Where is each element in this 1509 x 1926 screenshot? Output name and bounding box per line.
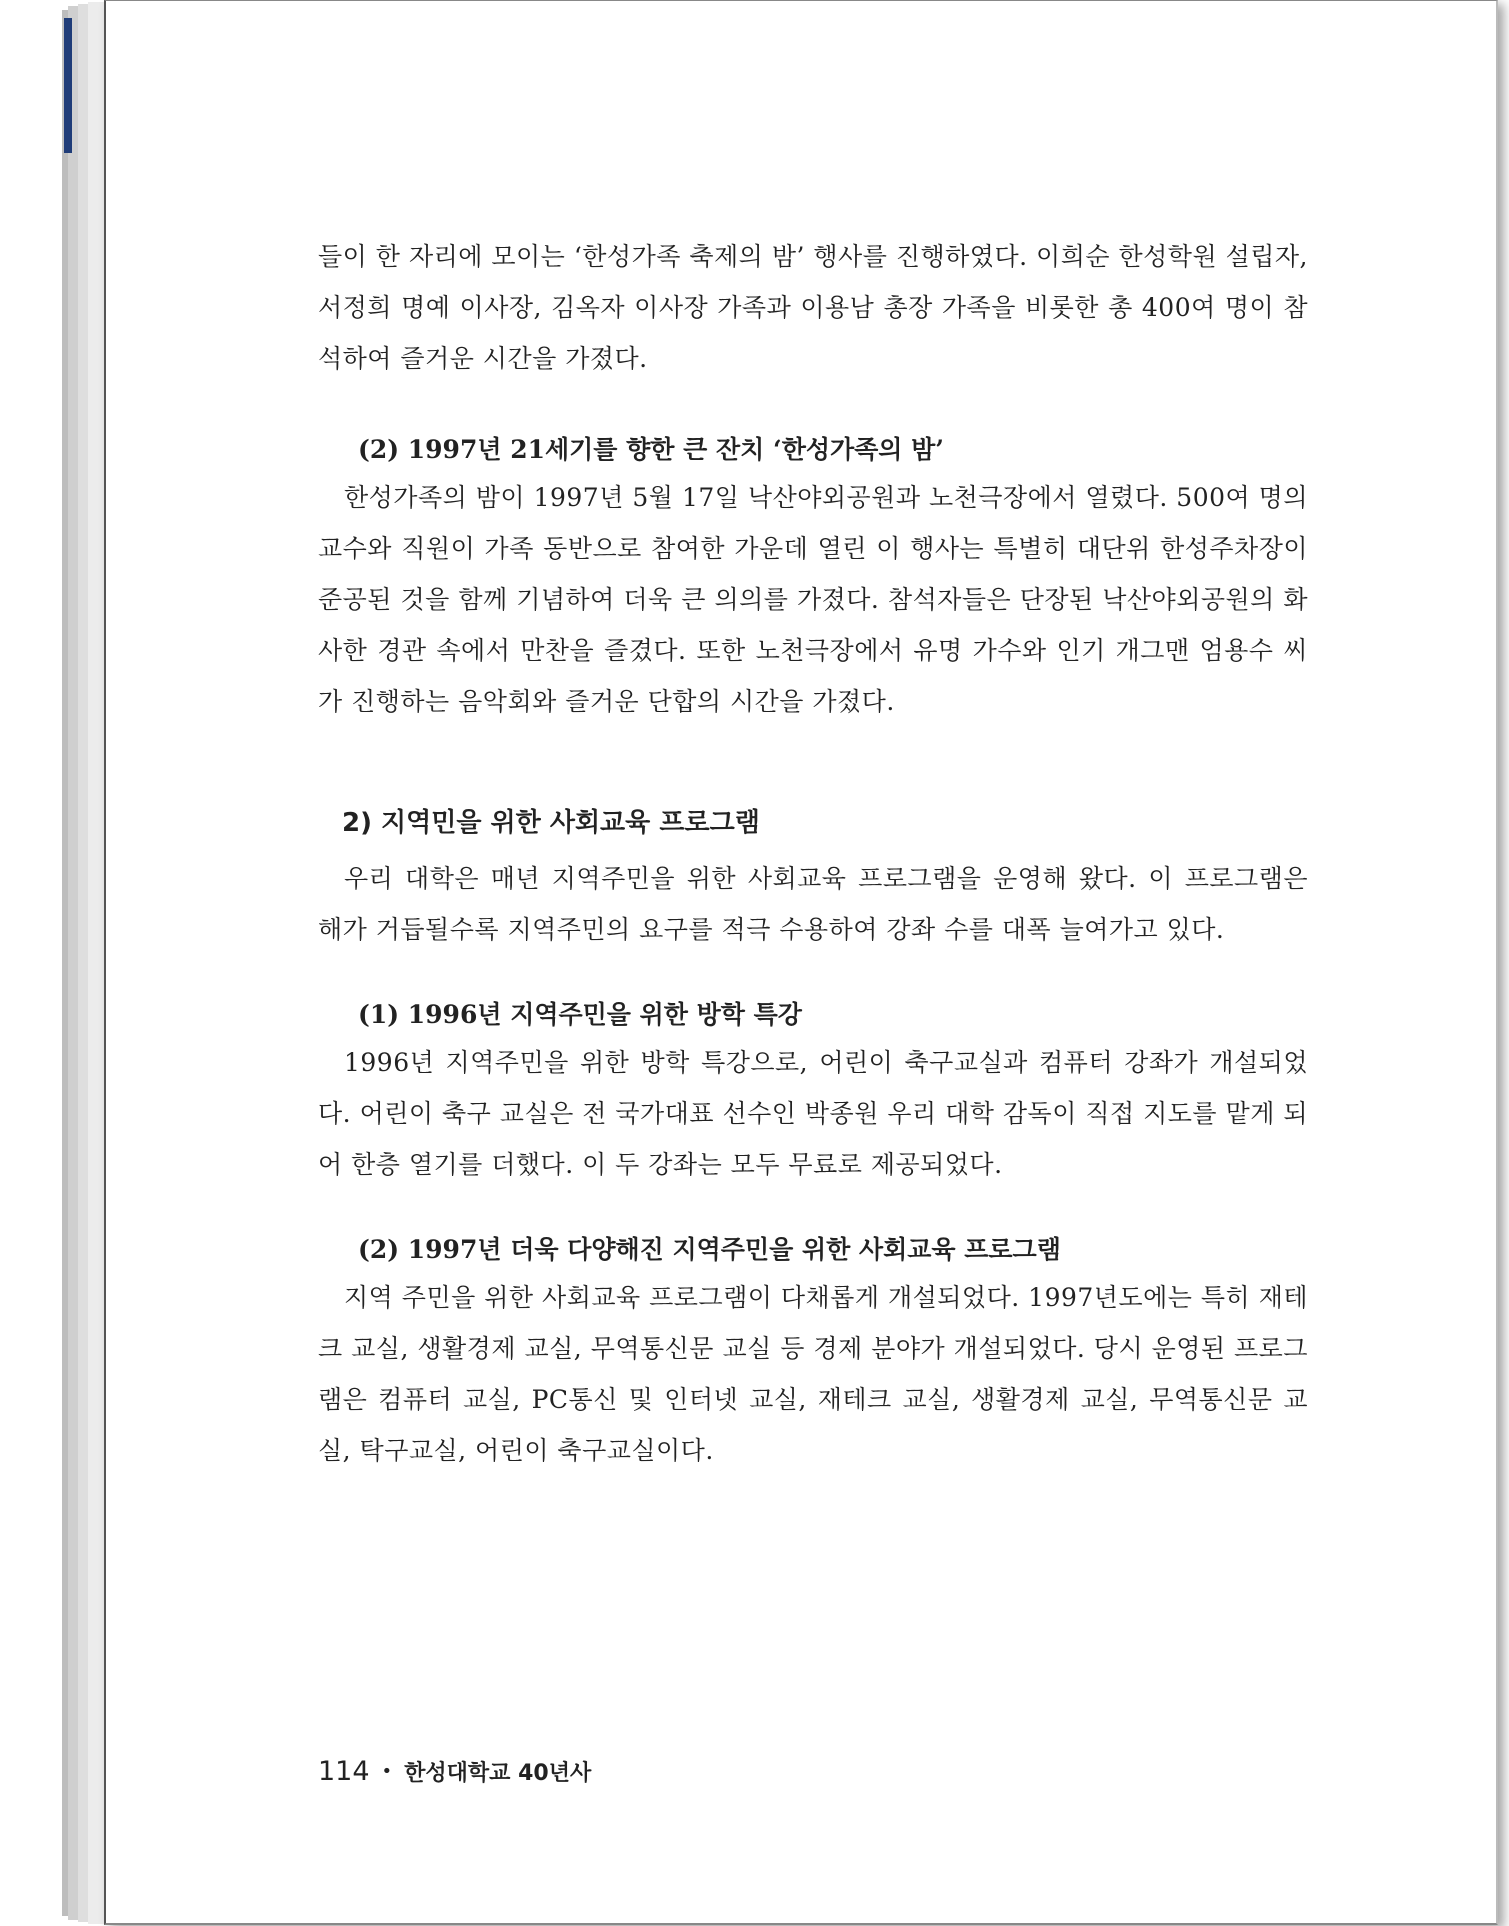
vacation-lecture-heading: (1) 1996년 지역주민을 위한 방학 특강 [358, 1000, 802, 1029]
page-body [318, 231, 1308, 1476]
social-education-heading: 2) 지역민을 위한 사회교육 프로그램 [342, 808, 760, 838]
page-number: 114 [318, 1756, 370, 1787]
social-education-paragraph: 우리 대학은 매년 지역주민을 위한 사회교육 프로그램을 운영해 왔다. 이 프로그램은 해가 거듭될수록 지역주민의 요구를 적극 수용하여 강좌 수를 대폭 늘여가고 있다. [318, 864, 1308, 944]
programs-1997-heading: (2) 1997년 더욱 다양해진 지역주민을 위한 사회교육 프로그램 [358, 1235, 1061, 1264]
intro-paragraph: 들이 한 자리에 모이는 ‘한성가족 축제의 밤’ 행사를 진행하였다. 이희순 한성학원 설립자, 서정희 명예 이사장, 김옥자 이사장 가족과 이용남 총장 가족을 비롯한 총 400여 명이 참석하여 즐거운 시간을 가졌다. [318, 242, 1308, 373]
spine-color-band [64, 18, 72, 153]
book-page [104, 0, 1498, 1925]
programs-1997-paragraph: 지역 주민을 위한 사회교육 프로그램이 다채롭게 개설되었다. 1997년도에는 특히 재테크 교실, 생활경제 교실, 무역통신문 교실 등 경제 분야가 개설되었다. 당시 운영된 프로그램은 컴퓨터 교실, PC통신 및 인터넷 교실, 재테크 교실, 생활경제 교실, 무역통신문 교실, 탁구교실, 어린이 축구교실이다. [318, 1283, 1308, 1465]
vacation-lecture-paragraph: 1996년 지역주민을 위한 방학 특강으로, 어린이 축구교실과 컴퓨터 강좌가 개설되었다. 어린이 축구 교실은 전 국가대표 선수인 박종원 우리 대학 감독이 직접 지도를 맡게 되어 한층 열기를 더했다. 이 두 강좌는 모두 무료로 제공되었다. [318, 1048, 1308, 1179]
family-night-paragraph: 한성가족의 밤이 1997년 5월 17일 낙산야외공원과 노천극장에서 열렸다. 500여 명의 교수와 직원이 가족 동반으로 참여한 가운데 열린 이 행사는 특별히 대단위 한성주차장이 준공된 것을 함께 기념하여 더욱 큰 의의를 가졌다. 참석자들은 단장된 낙산야외공원의 화사한 경관 속에서 만찬을 즐겼다. 또한 노천극장에서 유명 가수와 인기 개그맨 엄용수 씨가 진행하는 음악회와 즐거운 단합의 시간을 가졌다. [318, 483, 1308, 716]
page-edge [88, 2, 105, 1924]
page-footer [318, 1756, 591, 1787]
footer-bullet: • [381, 1761, 393, 1782]
book-title: 한성대학교 40년사 [404, 1761, 592, 1786]
family-night-heading: (2) 1997년 21세기를 향한 큰 잔치 ‘한성가족의 밤’ [358, 435, 945, 464]
